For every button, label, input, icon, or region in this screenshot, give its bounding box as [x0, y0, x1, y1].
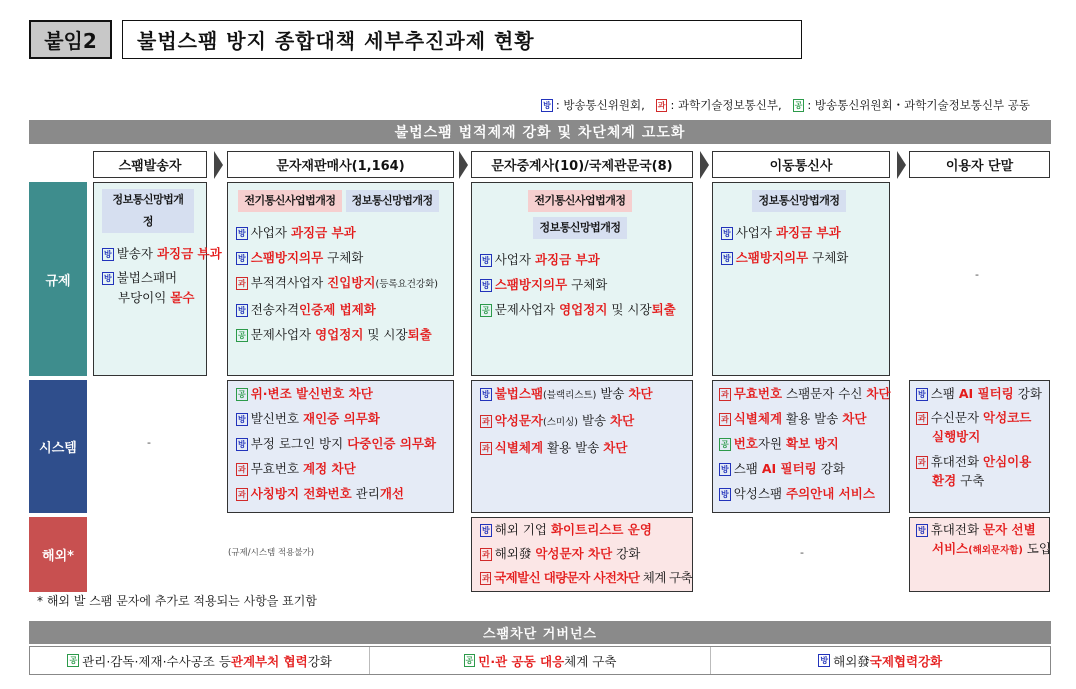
row-label-system: 시스템: [29, 380, 87, 513]
bang-icon: 방: [820, 656, 829, 665]
overseas-device-box: [909, 517, 1050, 592]
law-chip: 정보통신망법개정: [752, 190, 845, 212]
reg-sender-box: [93, 182, 222, 376]
bang-icon: 방: [918, 390, 926, 399]
list-item: 방 스팸방지의무 구체화: [482, 277, 608, 292]
list-item: 공 문제사업자 영업정지 및 시장퇴출: [238, 327, 432, 342]
law-chip: 정보통신망법개정: [102, 189, 194, 233]
list-item: 방 사업자 과징금 부과: [482, 252, 600, 267]
list-item: 과 악성문자(스미싱) 발송 차단: [482, 413, 635, 428]
empty-dash: -: [975, 268, 979, 281]
column-header-device: 이용자 단말: [909, 151, 1050, 178]
list-item: 과 부적격사업자 진입방지(등록요건강화): [238, 275, 438, 290]
gwa-icon: 과: [657, 101, 666, 110]
law-chip: 전기통신사업법개정: [528, 190, 631, 212]
not-applicable-note: (규제/시스템 적용불가): [228, 548, 315, 558]
attachment-tag: 붙임2: [29, 20, 112, 59]
list-item: 과 휴대전화 안심이용 환경 구축: [918, 454, 1032, 488]
list-item: 과 식별체계 활용 발송 차단: [721, 411, 867, 426]
bang-icon: 방: [723, 229, 731, 238]
main-banner: 불법스팸 법적제재 강화 및 차단체계 고도화: [29, 120, 1051, 144]
gong-icon: 공: [794, 101, 803, 110]
bang-icon: 방: [238, 254, 246, 263]
governance-title: 스팸차단 거버넌스: [29, 621, 1051, 644]
gwa-icon: 과: [482, 444, 490, 453]
gong-icon: 공: [482, 306, 490, 315]
gwa-icon: 과: [918, 458, 926, 467]
governance-item: 방 해외發 국제협력강화: [820, 653, 943, 669]
row-label-regulation: 규제: [29, 182, 87, 376]
empty-dash: -: [147, 436, 151, 449]
legend-bang: : 방송통신위원회,: [555, 98, 645, 112]
sys-relay-box: [471, 380, 693, 513]
bang-icon: 방: [721, 490, 729, 499]
governance-item: 공 관리·감독·제재·수사공조 등 관계부처 협력 강화: [30, 647, 370, 674]
list-item: 방 스팸 AI 필터링 강화: [918, 386, 1042, 401]
list-item: 방 사업자 과징금 부과: [238, 225, 356, 240]
list-item: 방 전송자격인증제 법제화: [238, 302, 376, 317]
bang-icon: 방: [918, 526, 926, 535]
sys-reseller-box: [227, 380, 454, 513]
list-item: 공 번호자원 확보 방지: [721, 436, 839, 451]
column-header-reseller: 문자재판매사(1,164): [227, 151, 454, 178]
list-item: 과 무효번호 계정 차단: [238, 461, 356, 476]
footnote: * 해외 발 스팸 문자에 추가로 적용되는 사항을 표기함: [37, 594, 317, 608]
gong-icon: 공: [69, 656, 78, 665]
bang-icon: 방: [104, 274, 112, 283]
bang-icon: 방: [482, 390, 490, 399]
bang-icon: 방: [543, 101, 551, 110]
bang-icon: 방: [482, 256, 490, 265]
governance-item: 공 민·관 공동 대응 체계 구축: [370, 647, 710, 674]
governance-row: [29, 646, 1051, 675]
list-item: 공 위·변조 발신번호 차단: [238, 386, 373, 401]
reg-relay-box: [471, 182, 693, 376]
list-item: 방 해외 기업 화이트리스트 운영: [482, 522, 652, 537]
gong-icon: 공: [465, 656, 474, 665]
bang-icon: 방: [721, 465, 729, 474]
chevron-right-icon: [897, 151, 906, 179]
gwa-icon: 과: [238, 465, 246, 474]
row-label-overseas: 해외*: [29, 517, 87, 592]
bang-icon: 방: [238, 306, 246, 315]
list-item: 방 스팸방지의무 구체화: [238, 250, 364, 265]
gwa-icon: 과: [482, 574, 490, 583]
gong-icon: 공: [238, 390, 246, 399]
bang-icon: 방: [238, 440, 246, 449]
legend: [470, 97, 1030, 113]
bang-icon: 방: [482, 281, 490, 290]
list-item: 공 문제사업자 영업정지 및 시장퇴출: [482, 302, 676, 317]
list-item: 과 수신문자 악성코드 실행방지: [918, 410, 1032, 444]
law-chip: 전기통신사업법개정: [238, 190, 341, 212]
list-item: 방 스팸 AI 필터링 강화: [721, 461, 845, 476]
law-chip: 정보통신망법개정: [533, 217, 626, 239]
list-item: 방 불법스팸(블랙리스트) 발송 차단: [482, 386, 653, 401]
list-item: 과 해외發 악성문자 차단 강화: [482, 546, 641, 561]
column-header-carrier: 이동통신사: [712, 151, 890, 178]
bang-icon: 방: [723, 254, 731, 263]
chevron-right-icon: [459, 151, 468, 179]
list-item: 과 식별체계 활용 발송 차단: [482, 440, 628, 455]
overseas-relay-box: [471, 517, 693, 592]
gwa-icon: 과: [721, 390, 729, 399]
bang-icon: 방: [482, 526, 490, 535]
legend-gong: : 방송통신위원회・과학기술정보통신부 공동: [807, 98, 1030, 112]
gwa-icon: 과: [721, 415, 729, 424]
gwa-icon: 과: [918, 414, 926, 423]
gwa-icon: 과: [482, 550, 490, 559]
list-item: 방 휴대전화 문자 선별 서비스(해외문자함) 도입: [918, 522, 1051, 556]
gwa-icon: 과: [482, 417, 490, 426]
list-item: 방 부정 로그인 방지 다중인증 의무화: [238, 436, 437, 451]
gwa-icon: 과: [238, 279, 246, 288]
gong-icon: 공: [721, 440, 729, 449]
legend-gwa: : 과학기술정보통신부,: [670, 98, 782, 112]
list-item: 방 스팸방지의무 구체화: [723, 250, 849, 265]
sys-device-box: [909, 380, 1050, 513]
list-item: 방 발송자 과징금 부과: [104, 246, 222, 261]
list-item: 방 사업자 과징금 부과: [723, 225, 841, 240]
column-header-relay: 문자중계사(10)/국제관문국(8): [471, 151, 693, 178]
bang-icon: 방: [238, 229, 246, 238]
law-chip: 정보통신망법개정: [346, 190, 439, 212]
chevron-right-icon: [700, 151, 709, 179]
column-header-sender: 스팸발송자: [93, 151, 207, 178]
gong-icon: 공: [238, 331, 246, 340]
list-item: 과 무효번호 스팸문자 수신 차단: [721, 386, 891, 401]
gwa-icon: 과: [238, 490, 246, 499]
empty-dash: -: [800, 546, 804, 559]
chevron-right-icon: [214, 151, 223, 179]
page-title: 불법스팸 방지 종합대책 세부추진과제 현황: [122, 20, 802, 59]
list-item: 과 국제발신 대량문자 사전차단 체계 구축: [482, 570, 693, 585]
list-item: 방 악성스팸 주의안내 서비스: [721, 486, 875, 501]
reg-carrier-box: [712, 182, 890, 376]
list-item: 과 사칭방지 전화번호 관리개선: [238, 486, 404, 501]
bang-icon: 방: [238, 415, 246, 424]
list-item: 방 불법스패머 부당이익 몰수: [104, 270, 195, 305]
bang-icon: 방: [104, 250, 112, 259]
list-item: 방 발신번호 재인증 의무화: [238, 411, 380, 426]
sys-carrier-box: [712, 380, 890, 513]
reg-reseller-box: [227, 182, 454, 376]
